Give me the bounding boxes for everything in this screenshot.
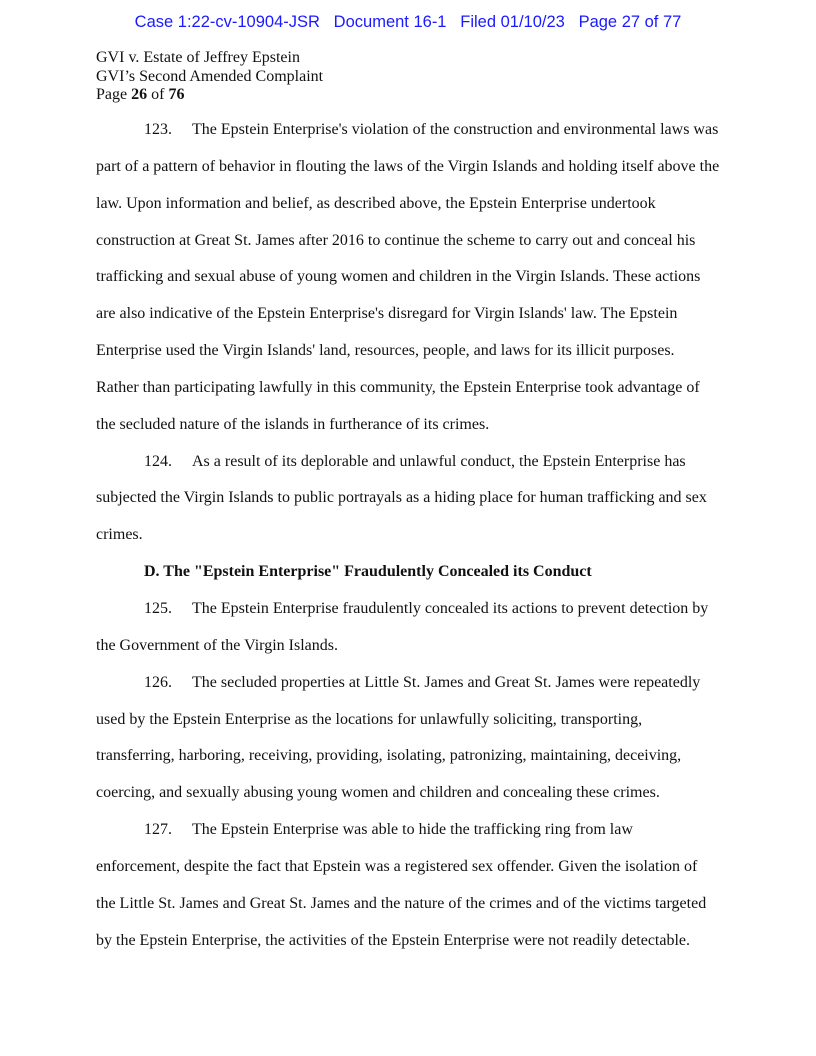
page-total: 76 [168,86,185,103]
paragraph-number: 123. [144,121,172,138]
document-caption [96,49,323,105]
paragraph-127: 127. The Epstein Enterprise was able to hide the trafficking ring from law enforcement, despite the fact that Epstein was a registered sex offender. Given the isolation of the Little St. James and Great St. James and the nature of the crimes and of the victims targeted by the Epstein Enterprise, the activities of the Epstein Enterprise were not readily detectable. [96,812,718,959]
paragraph-125: 125. The Epstein Enterprise fraudulently concealed its actions to prevent detection by the Government of the Virgin Islands. [96,591,718,665]
section-heading: D. The "Epstein Enterprise" Fraudulently Concealed its Conduct [144,563,592,581]
paragraph-124: 124. As a result of its deplorable and unlawful conduct, the Epstein Enterprise has subjected the Virgin Islands to public portrayals as a hiding place for human trafficking and sex crimes. [96,444,718,555]
paragraph-number: 127. [144,821,172,839]
case-title: GVI v. Estate of Jeffrey Epstein [96,49,300,66]
document-title: GVI’s Second Amended Complaint [96,67,324,85]
paragraph-123: 123. The Epstein Enterprise's violation of the construction and environmental laws was part of a pattern of behavior in flouting the laws of the Virgin Islands and holding itself above the law. Upon information and belief, as described above, the Epstein Enterprise undertook construction at Great St. James after 2016 to continue the scheme to carry out and conceal his trafficking and sexual abuse of young women and children in the Virgin Islands. These actions are also indicative of the Epstein Enterprise's disregard for Virgin Islands' law. The Epstein Enterprise used the Virgin Islands' land, resources, people, and laws for its illicit purposes. Rather than participating lawfully in this community, the Epstein Enterprise took advantage of the secluded nature of the islands in furtherance of its crimes. [96,112,718,444]
paragraph-number: 124. [144,452,172,470]
page-number: 26 [131,86,148,103]
paragraph-number: 126. [144,673,172,691]
paragraph-126: 126. The secluded properties at Little St. James and Great St. James were repeatedly used by the Epstein Enterprise as the locations for unlawfully soliciting, transporting, transferring, harboring, receiving, providing, isolating, patronizing, maintaining, deceiving, coercing, and sexually abusing young women and children and concealing these crimes. [96,665,718,812]
page-indicator: Page 26 of 76 [96,86,185,103]
court-filing-stamp: Case 1:22-cv-10904-JSR Document 16-1 Filed 01/10/23 Page 27 of 77 [134,13,682,31]
paragraph-number: 125. [144,599,172,617]
document-body [96,112,718,959]
